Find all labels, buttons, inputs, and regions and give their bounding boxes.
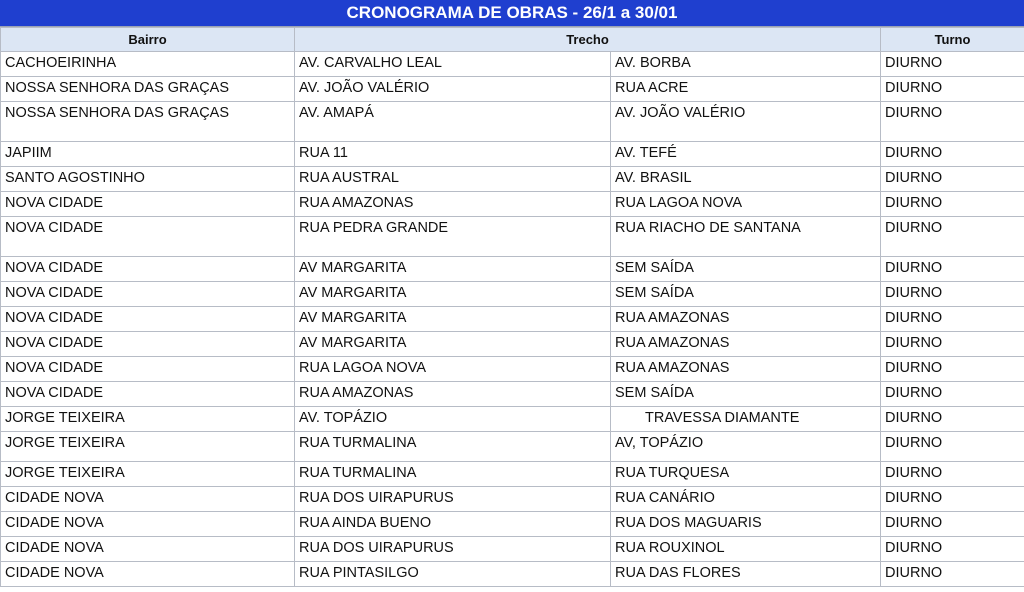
cell-ate: RUA LAGOA NOVA <box>611 192 881 217</box>
cell-de: AV MARGARITA <box>295 332 611 357</box>
cell-bairro: NOVA CIDADE <box>1 192 295 217</box>
cell-bairro: CACHOEIRINHA <box>1 52 295 77</box>
header-row <box>1 28 1024 52</box>
table-row <box>1 332 1024 357</box>
cell-ate: RUA ACRE <box>611 77 881 102</box>
cell-ate: AV. BORBA <box>611 52 881 77</box>
table-row <box>1 407 1024 432</box>
cell-bairro: NOVA CIDADE <box>1 357 295 382</box>
cell-de: RUA AMAZONAS <box>295 382 611 407</box>
cell-bairro: CIDADE NOVA <box>1 487 295 512</box>
cell-turno: DIURNO <box>881 282 1024 307</box>
table-row <box>1 77 1024 102</box>
cell-de: RUA DOS UIRAPURUS <box>295 537 611 562</box>
cell-bairro: NOVA CIDADE <box>1 257 295 282</box>
table-row <box>1 257 1024 282</box>
cell-de: RUA 11 <box>295 142 611 167</box>
cell-bairro: CIDADE NOVA <box>1 562 295 587</box>
cell-ate: RUA AMAZONAS <box>611 357 881 382</box>
table-row <box>1 102 1024 142</box>
cell-turno: DIURNO <box>881 52 1024 77</box>
cell-ate: SEM SAÍDA <box>611 382 881 407</box>
header-trecho: Trecho <box>295 28 881 52</box>
cell-ate: AV, TOPÁZIO <box>611 432 881 462</box>
cell-bairro: NOVA CIDADE <box>1 282 295 307</box>
table-row <box>1 462 1024 487</box>
cell-turno: DIURNO <box>881 142 1024 167</box>
cell-de: RUA DOS UIRAPURUS <box>295 487 611 512</box>
schedule-table <box>0 27 1024 587</box>
cell-turno: DIURNO <box>881 77 1024 102</box>
cell-de: RUA TURMALINA <box>295 432 611 462</box>
table-row <box>1 432 1024 462</box>
cell-ate: RUA CANÁRIO <box>611 487 881 512</box>
cell-turno: DIURNO <box>881 167 1024 192</box>
cell-ate: AV. TEFÉ <box>611 142 881 167</box>
cell-bairro: JORGE TEIXEIRA <box>1 432 295 462</box>
cell-turno: DIURNO <box>881 382 1024 407</box>
cell-bairro: NOVA CIDADE <box>1 382 295 407</box>
cell-bairro: JORGE TEIXEIRA <box>1 462 295 487</box>
table-row <box>1 537 1024 562</box>
cell-de: AV MARGARITA <box>295 282 611 307</box>
cell-turno: DIURNO <box>881 257 1024 282</box>
cell-ate: RUA DOS MAGUARIS <box>611 512 881 537</box>
cell-de: AV. AMAPÁ <box>295 102 611 142</box>
cell-turno: DIURNO <box>881 537 1024 562</box>
cell-de: AV. CARVALHO LEAL <box>295 52 611 77</box>
cell-ate: RUA RIACHO DE SANTANA <box>611 217 881 257</box>
cell-turno: DIURNO <box>881 357 1024 382</box>
cell-turno: DIURNO <box>881 192 1024 217</box>
table-row <box>1 192 1024 217</box>
page-title: CRONOGRAMA DE OBRAS - 26/1 a 30/01 <box>0 0 1024 27</box>
cell-bairro: NOVA CIDADE <box>1 217 295 257</box>
table-row <box>1 382 1024 407</box>
header-bairro: Bairro <box>1 28 295 52</box>
cell-bairro: JAPIIM <box>1 142 295 167</box>
cell-bairro: CIDADE NOVA <box>1 537 295 562</box>
cell-turno: DIURNO <box>881 217 1024 257</box>
cell-ate: TRAVESSA DIAMANTE <box>611 407 881 432</box>
cell-bairro: NOVA CIDADE <box>1 307 295 332</box>
table-row <box>1 512 1024 537</box>
cell-ate: RUA AMAZONAS <box>611 307 881 332</box>
cell-ate: SEM SAÍDA <box>611 282 881 307</box>
cell-turno: DIURNO <box>881 407 1024 432</box>
cell-bairro: NOSSA SENHORA DAS GRAÇAS <box>1 102 295 142</box>
cell-de: RUA TURMALINA <box>295 462 611 487</box>
cell-bairro: CIDADE NOVA <box>1 512 295 537</box>
cell-de: AV MARGARITA <box>295 257 611 282</box>
cell-de: RUA PINTASILGO <box>295 562 611 587</box>
cell-turno: DIURNO <box>881 512 1024 537</box>
table-row <box>1 142 1024 167</box>
cell-de: AV. TOPÁZIO <box>295 407 611 432</box>
cell-ate: RUA ROUXINOL <box>611 537 881 562</box>
cell-de: AV. JOÃO VALÉRIO <box>295 77 611 102</box>
header-turno: Turno <box>881 28 1024 52</box>
cell-turno: DIURNO <box>881 332 1024 357</box>
cell-de: RUA PEDRA GRANDE <box>295 217 611 257</box>
cell-ate: RUA AMAZONAS <box>611 332 881 357</box>
cell-de: RUA AUSTRAL <box>295 167 611 192</box>
cell-turno: DIURNO <box>881 562 1024 587</box>
table-row <box>1 167 1024 192</box>
table-row <box>1 282 1024 307</box>
cell-ate: SEM SAÍDA <box>611 257 881 282</box>
table-row <box>1 562 1024 587</box>
table-row <box>1 307 1024 332</box>
cell-bairro: NOVA CIDADE <box>1 332 295 357</box>
table-row <box>1 52 1024 77</box>
cell-bairro: SANTO AGOSTINHO <box>1 167 295 192</box>
cell-de: RUA LAGOA NOVA <box>295 357 611 382</box>
cell-ate: RUA TURQUESA <box>611 462 881 487</box>
cell-de: RUA AMAZONAS <box>295 192 611 217</box>
cell-ate: RUA DAS FLORES <box>611 562 881 587</box>
cell-ate: AV. BRASIL <box>611 167 881 192</box>
cell-de: RUA AINDA BUENO <box>295 512 611 537</box>
cell-bairro: JORGE TEIXEIRA <box>1 407 295 432</box>
cell-bairro: NOSSA SENHORA DAS GRAÇAS <box>1 77 295 102</box>
table-row <box>1 357 1024 382</box>
cell-turno: DIURNO <box>881 102 1024 142</box>
cell-turno: DIURNO <box>881 432 1024 462</box>
cell-ate: AV. JOÃO VALÉRIO <box>611 102 881 142</box>
cell-turno: DIURNO <box>881 487 1024 512</box>
table-row <box>1 487 1024 512</box>
cell-turno: DIURNO <box>881 462 1024 487</box>
cell-turno: DIURNO <box>881 307 1024 332</box>
table-row <box>1 217 1024 257</box>
cell-de: AV MARGARITA <box>295 307 611 332</box>
